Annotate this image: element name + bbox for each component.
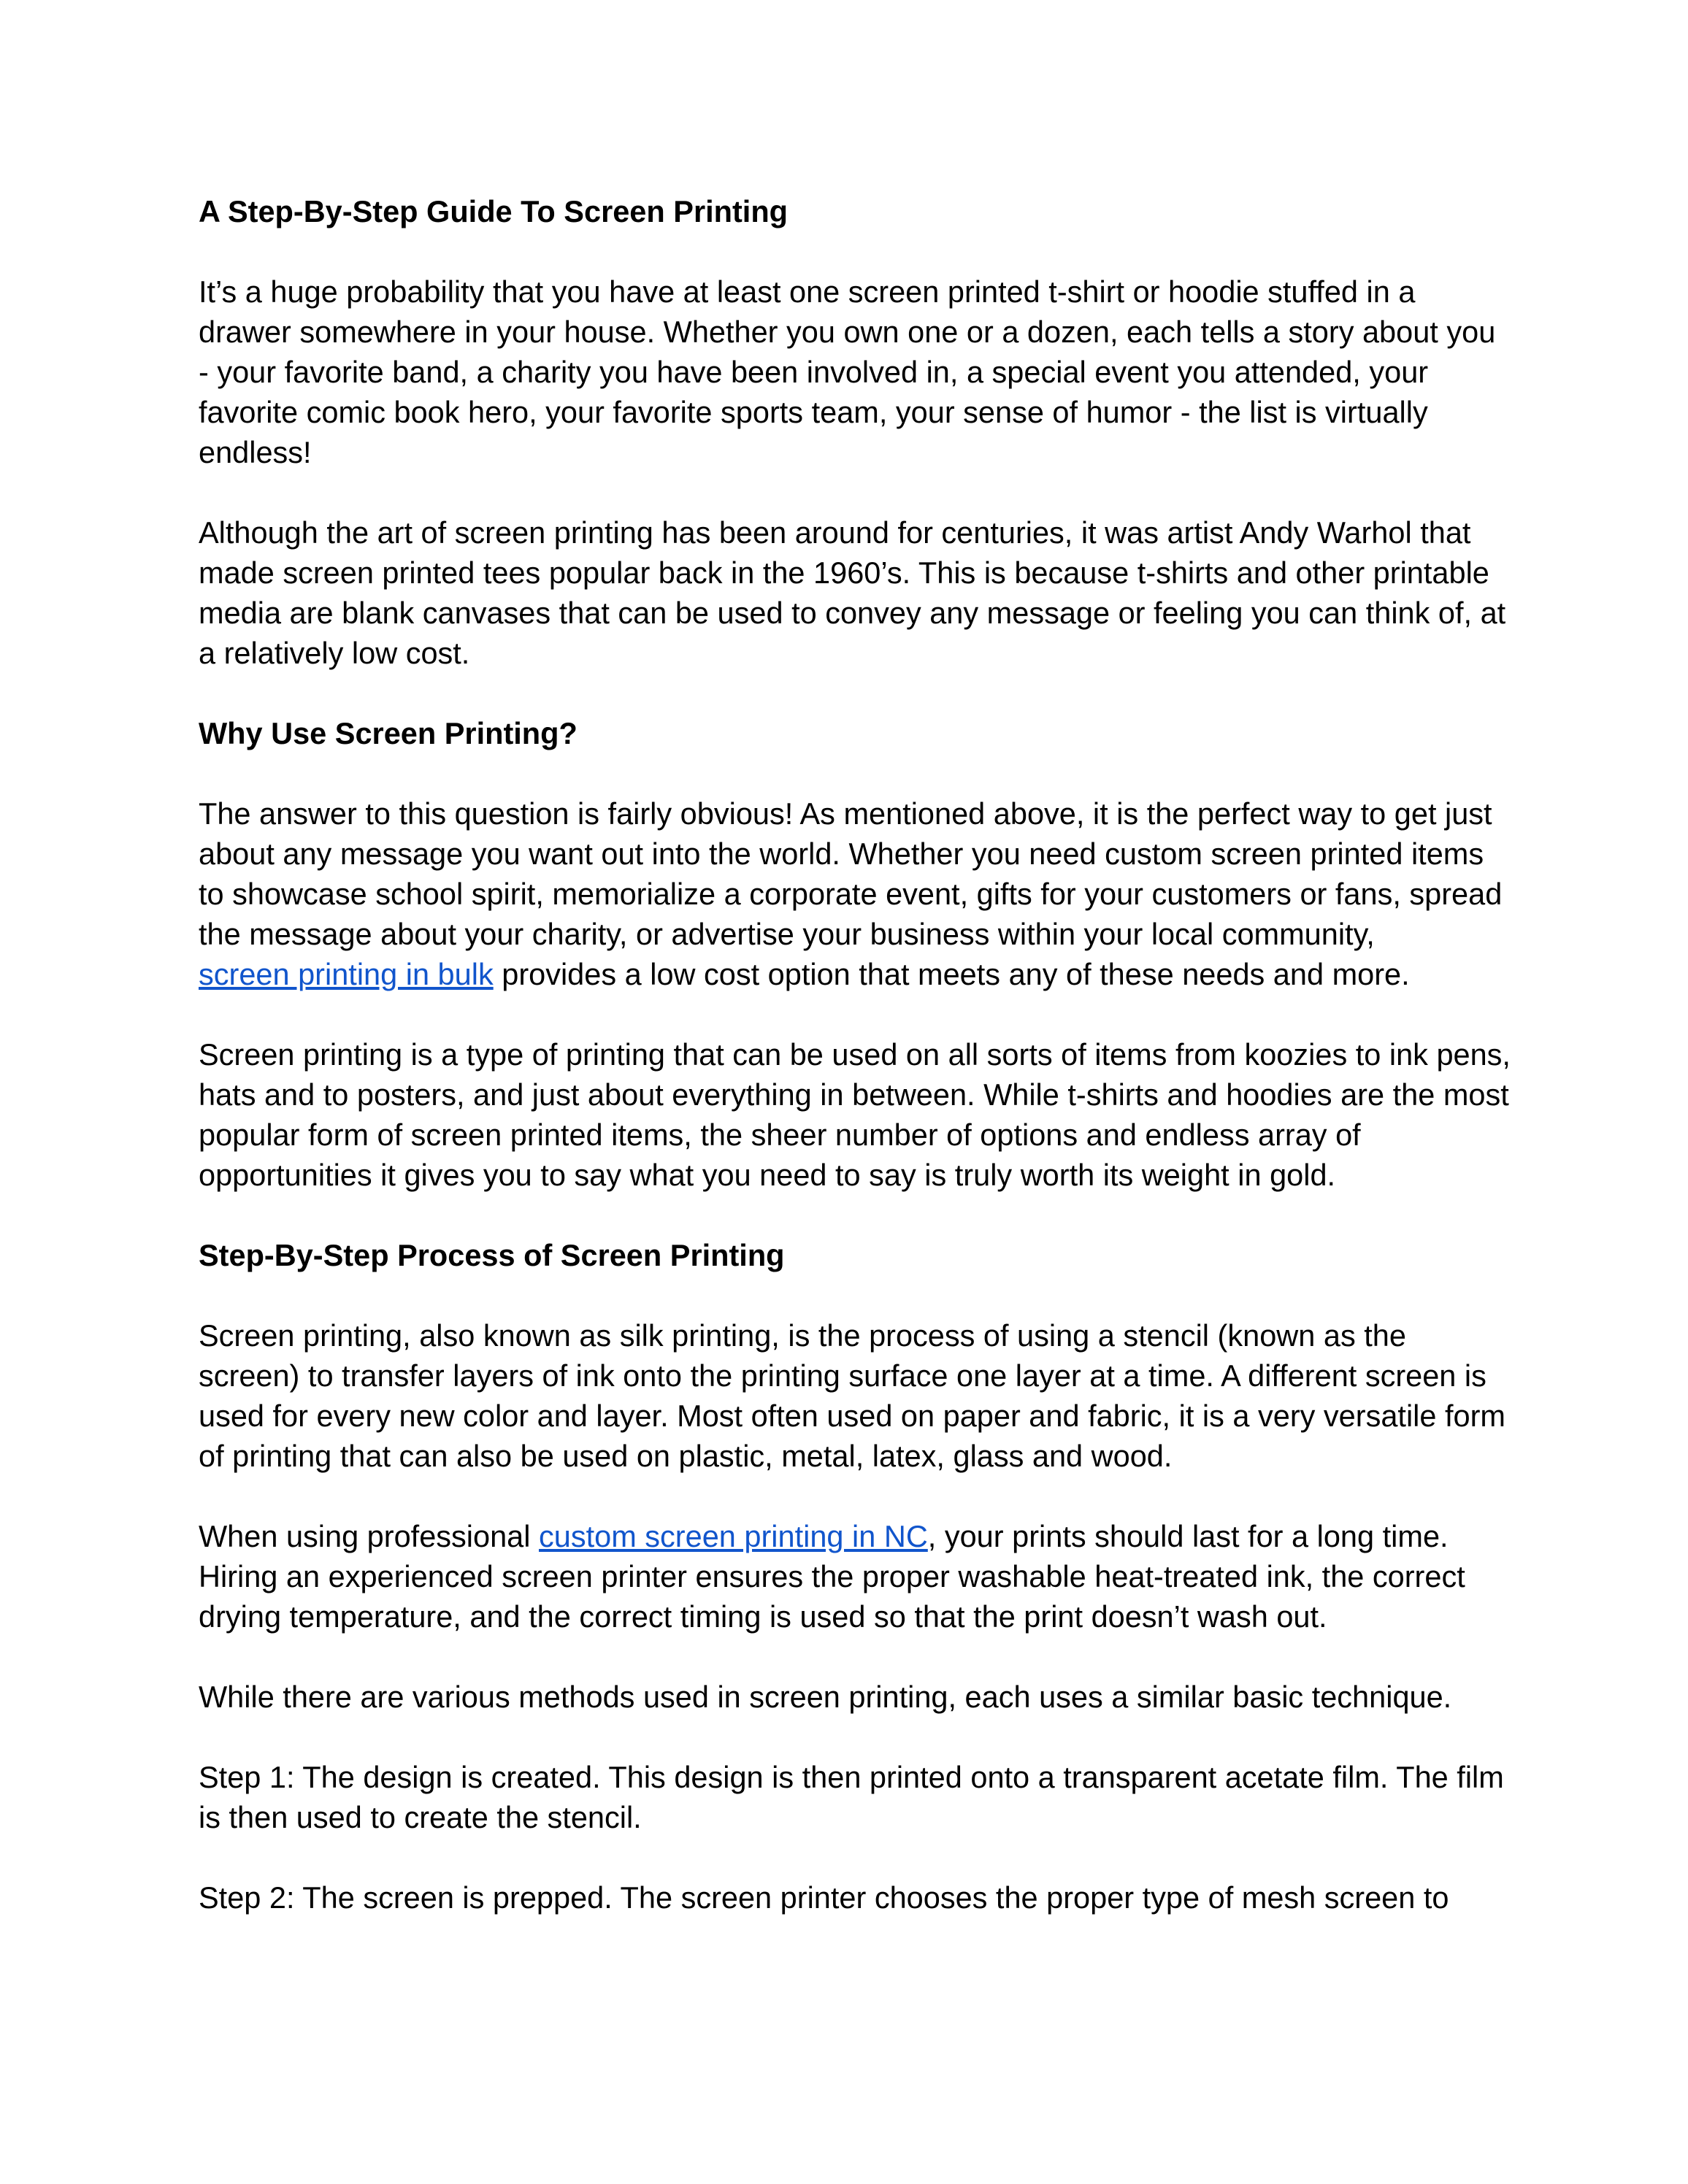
why-paragraph-1 bbox=[199, 793, 1513, 994]
why-paragraph-2: Screen printing is a type of printing that can be used on all sorts of items from koozies to ink pens, hats and to posters, and just about everything in between. While t-shirts and hoodies are the most popular form of screen printed items, the sheer number of options and endless array of opportunities it gives you to say what you need to say is truly worth its weight in gold. bbox=[199, 1037, 1511, 1192]
custom-screen-printing-in-nc-link[interactable]: custom screen printing in NC bbox=[539, 1519, 928, 1553]
intro-paragraph-2: Although the art of screen printing has been around for centuries, it was artist Andy Warhol that made screen printed tees popular back in the 1960’s. This is because t-shirts and other printable media are blank canvases that can be used to convey any message or feeling you can think of, at a relatively low cost. bbox=[199, 515, 1506, 670]
process-paragraph-2 bbox=[199, 1516, 1513, 1637]
why-paragraph-1-end: provides a low cost option that meets any of these needs and more. bbox=[502, 957, 1410, 991]
heading-why-use-screen-printing: Why Use Screen Printing? bbox=[199, 716, 578, 750]
step-2-paragraph: Step 2: The screen is prepped. The screen printer chooses the proper type of mesh screen to bbox=[199, 1880, 1449, 1915]
heading-step-by-step-process: Step-By-Step Process of Screen Printing bbox=[199, 1238, 785, 1272]
process-paragraph-2-start: When using professional bbox=[199, 1519, 531, 1553]
screen-printing-in-bulk-link[interactable]: screen printing in bulk bbox=[199, 957, 494, 991]
process-paragraph-3: While there are various methods used in screen printing, each uses a similar basic technique. bbox=[199, 1680, 1452, 1714]
document-page bbox=[199, 191, 1513, 1958]
process-paragraph-1: Screen printing, also known as silk printing, is the process of using a stencil (known as the screen) to transfer layers of ink onto the printing surface one layer at a time. A different screen is used for every new color and layer. Most often used on paper and fabric, it is a very versatile form of printing that can also be used on plastic, metal, latex, glass and wood. bbox=[199, 1318, 1505, 1473]
why-paragraph-1-text: The answer to this question is fairly obvious! As mentioned above, it is the perfect way to get just about any message you want out into the world. Whether you need custom screen printed items to showcase school spirit, memorialize a corporate event, gifts for your customers or fans, spread the message about your charity, or advertise your business within your local community, bbox=[199, 796, 1503, 951]
step-1-paragraph: Step 1: The design is created. This design is then printed onto a transparent acetate film. The film is then used to create the stencil. bbox=[199, 1760, 1504, 1834]
intro-paragraph-1: It’s a huge probability that you have at least one screen printed t-shirt or hoodie stuffed in a drawer somewhere in your house. Whether you own one or a dozen, each tells a story about you - your favorite band, a charity you have been involved in, a special event you attended, your favorite comic book hero, your favorite sports team, your sense of humor - the list is virtually endless! bbox=[199, 274, 1496, 469]
document-title: A Step-By-Step Guide To Screen Printing bbox=[199, 194, 789, 228]
process-paragraph-2-end: , your prints should last for a long time. Hiring an experienced screen printer ensures the proper washable heat-treated ink, the correct drying temperature, and the correct timing is used so that the print doesn’t wash out. bbox=[199, 1519, 1465, 1634]
